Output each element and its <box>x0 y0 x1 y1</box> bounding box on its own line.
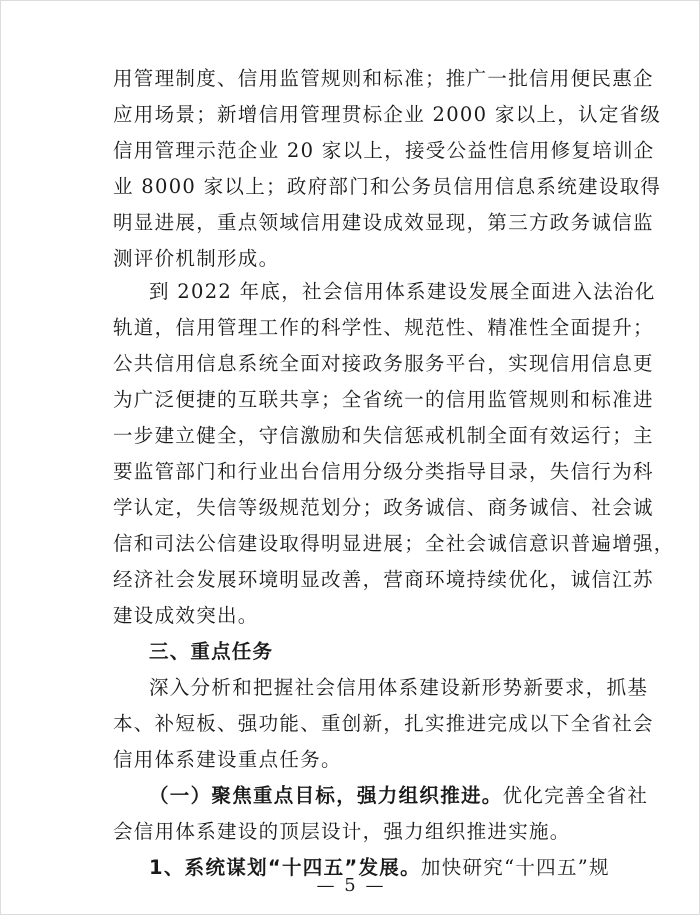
paragraph-line <box>149 781 649 811</box>
paragraph-text: 优化完善全省社 <box>502 784 649 807</box>
paragraph-line: 经济社会发展环境明显改善，营商环境持续优化，诚信江苏 <box>113 568 654 591</box>
paragraph-line: 信用体系建设重点任务。 <box>113 748 342 771</box>
paragraph-line: 到 2022 年底，社会信用体系建设发展全面进入法治化 <box>149 280 656 303</box>
paragraph-line: 明显进展，重点领域信用建设成效显现，第三方政务诚信监 <box>113 211 654 234</box>
paragraph-line: 业 8000 家以上；政府部门和公务员信用信息系统建设取得 <box>113 175 662 198</box>
paragraph-line: 信和司法公信建设取得明显进展；全社会诚信意识普遍增强， <box>113 532 675 555</box>
paragraph-line: 会信用体系建设的顶层设计，强力组织推进实施。 <box>113 820 571 843</box>
paragraph-line: 为广泛便捷的互联共享；全省统一的信用监管规则和标准进 <box>113 388 654 411</box>
paragraph-line: 公共信用信息系统全面对接政务服务平台，实现信用信息更 <box>113 352 654 375</box>
section-heading: 三、重点任务 <box>149 640 274 663</box>
subsection-title: （一）聚焦重点目标，强力组织推进。 <box>149 784 503 807</box>
item-title: 1、系统谋划“十四五”发展。 <box>149 856 421 879</box>
paragraph-line: 轨道，信用管理工作的科学性、规范性、精准性全面提升； <box>113 316 654 339</box>
page-number: — 5 — <box>316 875 386 896</box>
paragraph-line: 用管理制度、信用监管规则和标准；推广一批信用便民惠企 <box>113 67 654 90</box>
paragraph-line: 应用场景；新增信用管理贯标企业 2000 家以上，认定省级 <box>113 103 662 126</box>
paragraph-line: 要监管部门和行业出台信用分级分类指导目录，失信行为科 <box>113 460 654 483</box>
paragraph-line: 深入分析和把握社会信用体系建设新形势新要求，抓基 <box>149 676 649 699</box>
paragraph-line: 信用管理示范企业 20 家以上，接受公益性信用修复培训企 <box>113 139 655 162</box>
paragraph-line: 一步建立健全，守信激励和失信惩戒机制全面有效运行；主 <box>113 424 654 447</box>
paragraph-line: 学认定，失信等级规范划分；政务诚信、商务诚信、社会诚 <box>113 496 654 519</box>
paragraph-line: 本、补短板、强功能、重创新，扎实推进完成以下全省社会 <box>113 712 654 735</box>
paragraph-line: 建设成效突出。 <box>113 604 259 627</box>
paragraph-line: 测评价机制形成。 <box>113 247 280 270</box>
paragraph-text: 加快研究“十四五”规 <box>420 856 610 879</box>
